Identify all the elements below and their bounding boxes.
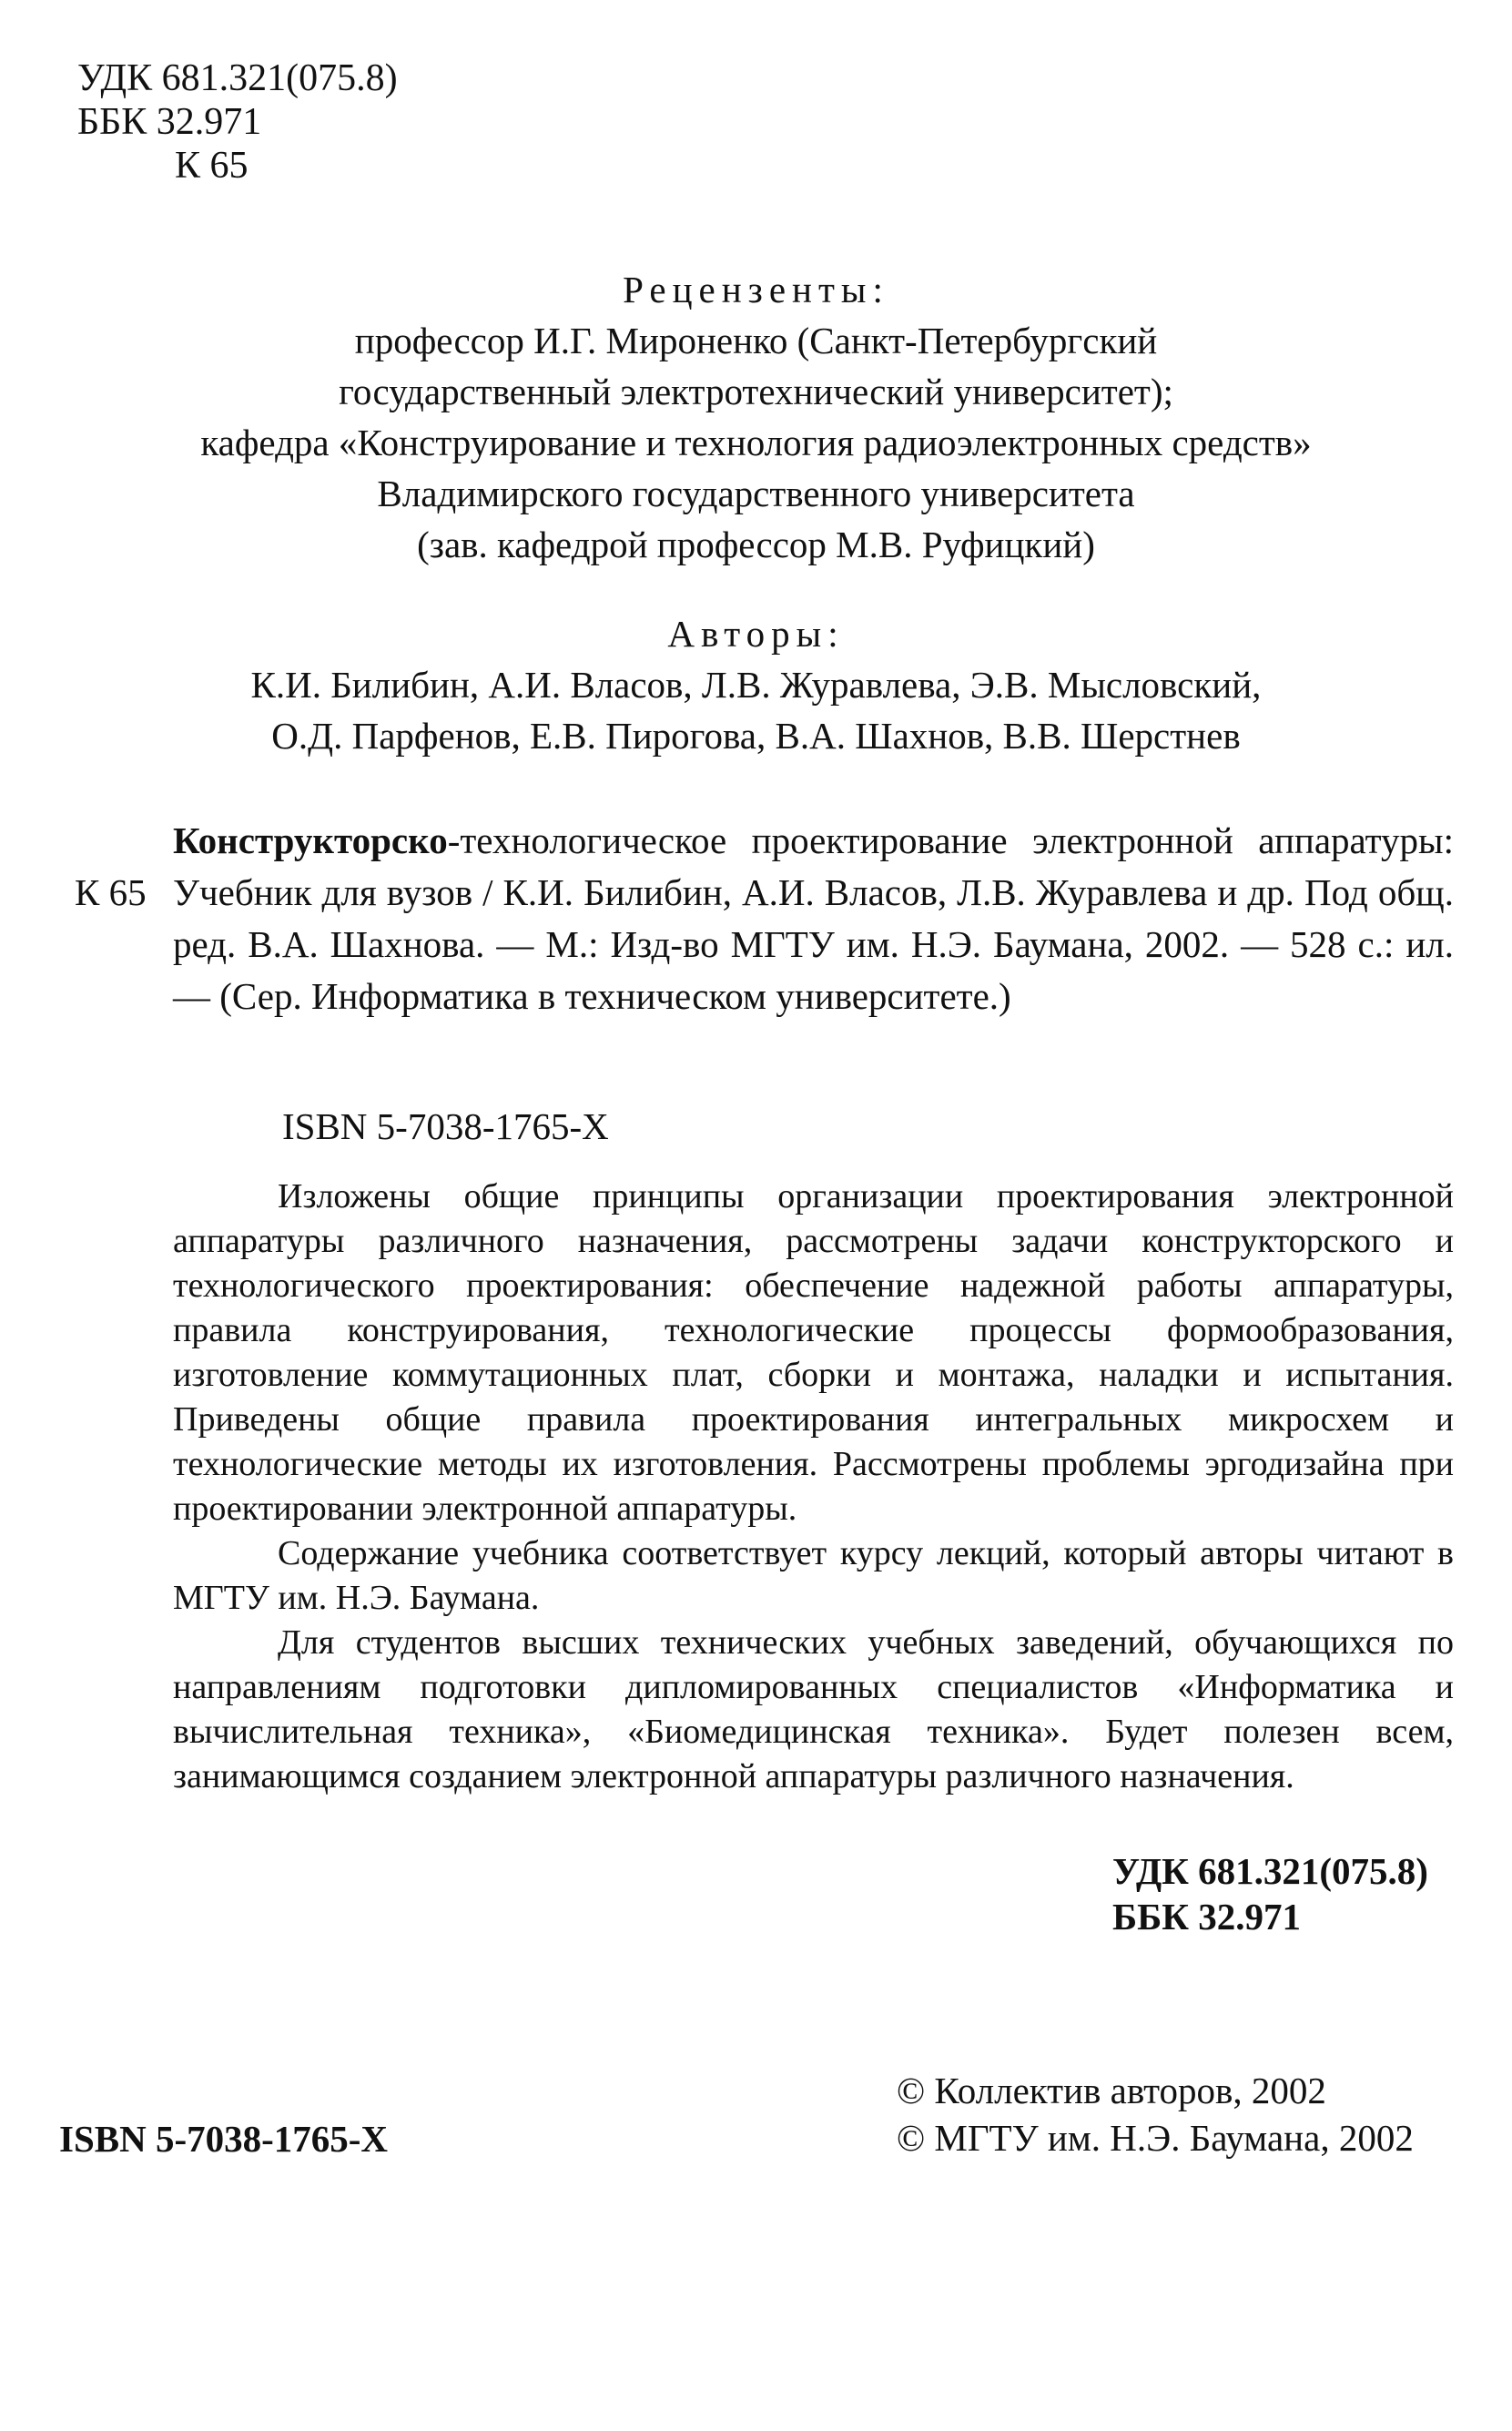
classification-footer — [1112, 1848, 1428, 1939]
authors-line: К.И. Билибин, А.И. Власов, Л.В. Журавлева, Э.В. Мысловский, — [250, 664, 1262, 706]
reviewer-line: (зав. кафедрой профессор М.В. Руфицкий) — [417, 524, 1095, 565]
author-sign: К 65 — [175, 145, 249, 187]
isbn-entry: ISBN 5-7038-1765-X — [282, 1105, 609, 1147]
bibliography-lead-word: Конструкторско — [173, 819, 448, 861]
footer-bbk-code: ББК 32.971 — [1112, 1896, 1301, 1938]
reviewer-line: государственный электротехнический университет); — [339, 371, 1173, 412]
abstract-block — [173, 1175, 1454, 1799]
bbk-code: ББК 32.971 — [77, 101, 262, 143]
abstract-paragraph: Содержание учебника соответствует курсу лекций, который авторы читают в МГТУ им. Н.Э. Баумана. — [173, 1534, 1454, 1617]
authors-block — [0, 608, 1512, 761]
bibliographic-entry — [173, 815, 1454, 1022]
abstract-paragraph: Изложены общие принципы организации проектирования электронной аппаратуры различного назначения, рассмотрены задачи конструкторского и технологического проектирования: обеспечение надежной работы аппаратуры, правила конструирования, технологические процессы формообразования, изготовление коммутационных плат, сборки и монтажа, наладки и испытания. Приведены общие правила проектирования интегральных микросхем и технологические методы их изготовления. Рассмотрены проблемы эргодизайна при проектировании электронной аппаратуры. — [173, 1177, 1454, 1528]
authors-heading: Авторы: — [667, 613, 845, 655]
bibliography-text: -технологическое проектирование электронной аппаратуры: Учебник для вузов / К.И. Билибин, А.И. Власов, Л.В. Журавлева и др. Под общ. ред. В.А. Шахнова. — М.: Изд-во МГТУ им. Н.Э. Баумана, 2002. — 528 с.: ил. — (Сер. Информатика в техническом университете.) — [173, 819, 1454, 1017]
reviewers-block — [0, 264, 1512, 570]
authors-line: О.Д. Парфенов, Е.В. Пирогова, В.А. Шахнов, В.В. Шерстнев — [271, 715, 1241, 757]
abstract-paragraph: Для студентов высших технических учебных заведений, обучающихся по направлениям подготовки дипломированных специалистов «Информатика и вычислительная техника», «Биомедицинская техника». Будет полезен всем, занимающимся созданием электронной аппаратуры различного назначения. — [173, 1623, 1454, 1795]
classification-header — [77, 56, 398, 188]
footer-isbn: ISBN 5-7038-1765-X — [59, 2118, 389, 2160]
copyright-authors: © Коллектив авторов, 2002 — [897, 2070, 1326, 2111]
reviewer-line: профессор И.Г. Мироненко (Санкт-Петербургский — [354, 320, 1158, 361]
footer-udk-code: УДК 681.321(075.8) — [1112, 1850, 1428, 1892]
reviewer-line: Владимирского государственного университета — [377, 473, 1135, 514]
bibliography-side-mark: К 65 — [75, 871, 147, 913]
reviewers-heading: Рецензенты: — [623, 269, 889, 310]
udk-code: УДК 681.321(075.8) — [77, 57, 398, 99]
copyright-block — [897, 2067, 1414, 2161]
copyright-publisher: © МГТУ им. Н.Э. Баумана, 2002 — [897, 2117, 1414, 2159]
reviewer-line: кафедра «Конструирование и технология радиоэлектронных средств» — [200, 422, 1312, 463]
